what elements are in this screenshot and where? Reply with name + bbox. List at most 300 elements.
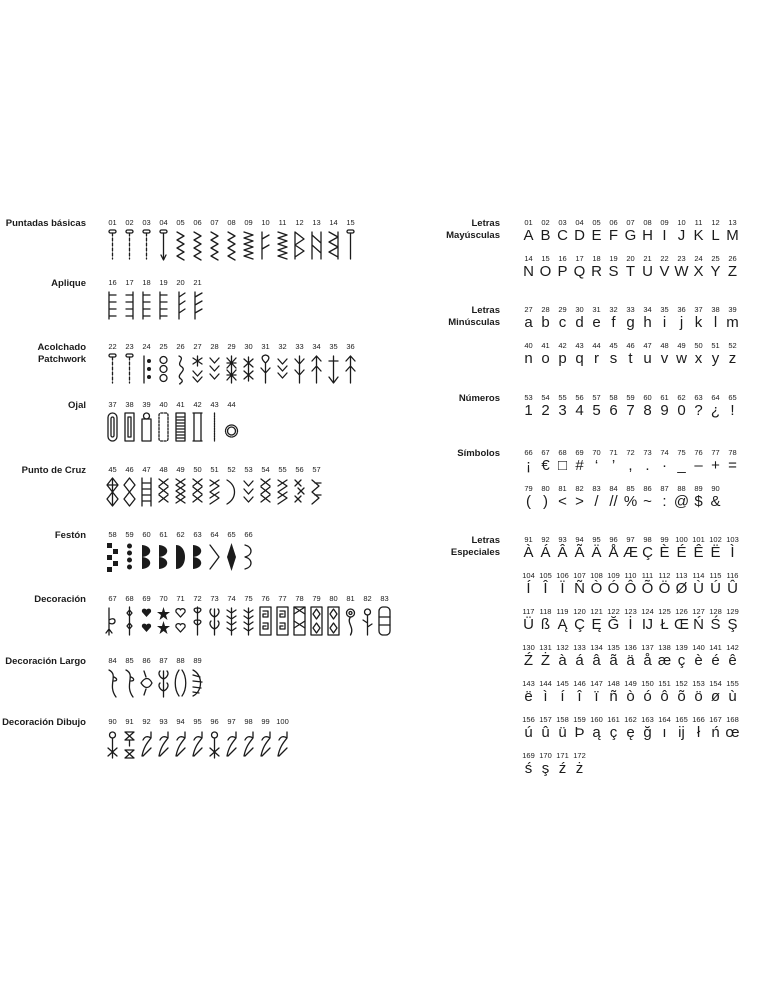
stitch-group-label: Festón <box>54 530 86 541</box>
curve-icon <box>223 476 240 508</box>
char-glyph: Î <box>543 580 548 597</box>
char-number: 123 <box>624 607 637 616</box>
char-glyph: 8 <box>643 402 652 419</box>
char-number: 159 <box>573 715 586 724</box>
flower-spiral-icon <box>342 605 359 637</box>
char-glyph: à <box>558 652 567 669</box>
char-number: 53 <box>524 393 533 402</box>
stitch-number: 89 <box>193 656 202 665</box>
char-number: 128 <box>709 607 722 616</box>
char-number: 15 <box>541 254 550 263</box>
zigzag-icon <box>223 229 240 261</box>
stitch-number: 21 <box>193 278 202 287</box>
char-glyph: R <box>591 263 602 280</box>
char-number: 101 <box>692 535 705 544</box>
char-glyph: o <box>541 350 550 367</box>
bird-motif-icon <box>223 728 240 760</box>
char-glyph: S <box>608 263 619 280</box>
char-glyph: í <box>560 688 565 705</box>
char-glyph: è <box>694 652 703 669</box>
arrows-icon <box>274 353 291 385</box>
char-glyph: Œ <box>674 616 689 633</box>
char-glyph: ì <box>543 688 548 705</box>
stitch-number: 12 <box>295 218 304 227</box>
char-number: 116 <box>726 571 739 580</box>
char-glyph: h <box>643 314 652 331</box>
char-number: 58 <box>609 393 618 402</box>
char-glyph: g <box>626 314 635 331</box>
buttonhole-stretch-icon <box>155 411 172 443</box>
char-number: 55 <box>558 393 567 402</box>
char-number: 160 <box>590 715 603 724</box>
char-glyph: V <box>659 263 670 280</box>
char-number: 09 <box>660 218 669 227</box>
angle-icon <box>206 541 223 573</box>
char-number: 39 <box>728 305 737 314</box>
buttonhole-bar-icon <box>189 411 206 443</box>
stitch-number: 62 <box>176 530 185 539</box>
char-number: 132 <box>556 643 569 652</box>
stitch-number: 85 <box>125 656 134 665</box>
char-glyph: a <box>524 314 533 331</box>
char-number: 145 <box>556 679 569 688</box>
stitch-number: 87 <box>159 656 168 665</box>
char-glyph: w <box>676 350 687 367</box>
char-number: 171 <box>556 751 569 760</box>
stitch-number: 16 <box>108 278 117 287</box>
char-number: 136 <box>624 643 637 652</box>
char-glyph: Á <box>540 544 551 561</box>
char-number: 133 <box>573 643 586 652</box>
char-glyph: % <box>623 493 638 510</box>
char-glyph: ¿ <box>710 402 721 419</box>
char-number: 01 <box>524 218 533 227</box>
char-number: 70 <box>592 448 601 457</box>
straight-dots-icon <box>104 353 121 385</box>
char-number: 29 <box>558 305 567 314</box>
diamond-band-icon <box>325 605 342 637</box>
char-number: 57 <box>592 393 601 402</box>
stitch-number: 20 <box>176 278 185 287</box>
char-glyph: G <box>624 227 637 244</box>
char-glyph: X <box>693 263 704 280</box>
char-glyph: O <box>539 263 552 280</box>
stitch-number: 95 <box>193 717 202 726</box>
char-number: 30 <box>575 305 584 314</box>
char-glyph: & <box>710 493 721 510</box>
char-glyph: å <box>643 652 652 669</box>
overlock-wide-icon <box>325 229 342 261</box>
char-number: 108 <box>590 571 603 580</box>
char-number: 125 <box>658 607 671 616</box>
leaf-icon <box>257 353 274 385</box>
bird-motif-icon <box>257 728 274 760</box>
char-number: 103 <box>726 535 739 544</box>
char-glyph: õ <box>677 688 686 705</box>
char-glyph: È <box>659 544 670 561</box>
stitch-number: 08 <box>227 218 236 227</box>
char-number: 67 <box>541 448 550 457</box>
char-number: 62 <box>677 393 686 402</box>
char-glyph: 7 <box>626 402 635 419</box>
char-number: 60 <box>643 393 652 402</box>
char-number: 143 <box>522 679 535 688</box>
char-number: 121 <box>590 607 603 616</box>
stitch-group-label: Decoración Largo <box>5 656 86 667</box>
char-glyph: k <box>694 314 703 331</box>
char-glyph: ç <box>677 652 686 669</box>
cross-small-icon <box>291 476 308 508</box>
char-glyph: Ñ <box>574 580 585 597</box>
scallop-solid-icon <box>189 541 206 573</box>
char-glyph: B <box>540 227 551 244</box>
char-number: 28 <box>541 305 550 314</box>
stitch-number: 74 <box>227 594 236 603</box>
scallop-solid-icon <box>155 541 172 573</box>
char-number: 46 <box>626 341 635 350</box>
char-glyph: l <box>713 314 718 331</box>
stitch-number: 53 <box>244 465 253 474</box>
stitch-number: 82 <box>363 594 372 603</box>
stitch-number: 83 <box>380 594 389 603</box>
star-chevron-icon <box>189 353 206 385</box>
char-number: 78 <box>728 448 737 457</box>
stitch-number: 70 <box>159 594 168 603</box>
char-glyph: é <box>711 652 720 669</box>
stitch-number: 58 <box>108 530 117 539</box>
char-glyph: 0 <box>677 402 686 419</box>
stitch-number: 39 <box>142 400 151 409</box>
stitch-number: 19 <box>159 278 168 287</box>
char-glyph: b <box>541 314 550 331</box>
char-glyph: ż <box>575 760 584 777</box>
char-glyph: c <box>558 314 567 331</box>
greek-key-icon <box>274 605 291 637</box>
stitch-number: 09 <box>244 218 253 227</box>
chevron-icon <box>240 476 257 508</box>
char-glyph: $ <box>694 493 703 510</box>
stitch-number: 03 <box>142 218 151 227</box>
stitch-number: 71 <box>176 594 185 603</box>
char-glyph: Ń <box>693 616 704 633</box>
half-circle-icon <box>172 541 189 573</box>
stitch-group-label: Decoración Dibujo <box>2 717 86 728</box>
char-number: 24 <box>694 254 703 263</box>
char-glyph: v <box>660 350 669 367</box>
char-glyph: Ì <box>730 544 735 561</box>
char-glyph: q <box>575 350 584 367</box>
char-number: 150 <box>641 679 654 688</box>
char-number: 157 <box>539 715 552 724</box>
blanket-r-icon <box>121 289 138 321</box>
stitch-number: 38 <box>125 400 134 409</box>
char-number: 105 <box>539 571 552 580</box>
stitch-number: 13 <box>312 218 321 227</box>
stitch-number: 69 <box>142 594 151 603</box>
stitch-number: 52 <box>227 465 236 474</box>
stitch-number: 67 <box>108 594 117 603</box>
char-number: 10 <box>677 218 686 227</box>
char-number: 164 <box>658 715 671 724</box>
stitch-number: 88 <box>176 656 185 665</box>
char-glyph: ( <box>526 493 531 510</box>
stipple-icon <box>172 353 189 385</box>
stars-icon <box>155 605 172 637</box>
char-glyph: · <box>662 457 667 474</box>
char-glyph: Þ <box>574 724 585 741</box>
stitch-number: 77 <box>278 594 287 603</box>
stitch-number: 80 <box>329 594 338 603</box>
stitch-number: 54 <box>261 465 270 474</box>
char-glyph: T <box>625 263 636 280</box>
char-glyph: Â <box>557 544 568 561</box>
buttonhole-round-icon <box>104 411 121 443</box>
char-glyph: ä <box>626 652 635 669</box>
char-number: 124 <box>641 607 654 616</box>
stitch-number: 94 <box>176 717 185 726</box>
char-number: 172 <box>573 751 586 760</box>
stitch-number: 84 <box>108 656 117 665</box>
cross-stitch-icon <box>257 476 274 508</box>
char-glyph: Å <box>608 544 619 561</box>
char-glyph: y <box>711 350 720 367</box>
straight-center-icon <box>104 229 121 261</box>
stitch-number: 86 <box>142 656 151 665</box>
char-number: 120 <box>573 607 586 616</box>
loop-arrow-icon <box>104 605 121 637</box>
hearts-outline-icon <box>172 605 189 637</box>
char-number: 141 <box>709 643 722 652</box>
char-glyph: ! <box>730 402 735 419</box>
char-number: 156 <box>522 715 535 724</box>
char-glyph: // <box>609 493 618 510</box>
char-glyph: u <box>643 350 652 367</box>
char-glyph: Ã <box>574 544 585 561</box>
char-glyph: A <box>523 227 534 244</box>
char-glyph: ¡ <box>526 457 531 474</box>
char-glyph: Ź <box>523 652 534 669</box>
char-glyph: Ê <box>693 544 704 561</box>
wheat-icon <box>240 605 257 637</box>
char-group-label: Números <box>458 393 500 404</box>
leaves-bar-icon <box>189 605 206 637</box>
stitch-number: 05 <box>176 218 185 227</box>
char-glyph: ß <box>540 616 551 633</box>
diamond-solid-icon <box>223 541 240 573</box>
char-glyph: ’ <box>611 457 616 474</box>
stitch-number: 98 <box>244 717 253 726</box>
char-glyph: x <box>694 350 703 367</box>
char-number: 148 <box>607 679 620 688</box>
bird-motif-icon <box>240 728 257 760</box>
char-number: 79 <box>524 484 533 493</box>
char-number: 165 <box>675 715 688 724</box>
stitch-number: 90 <box>108 717 117 726</box>
hearts-icon <box>138 605 155 637</box>
rounded-band-icon <box>376 605 393 637</box>
char-glyph: 9 <box>660 402 669 419</box>
char-number: 26 <box>728 254 737 263</box>
stitch-number: 18 <box>142 278 151 287</box>
wave-leaf-icon <box>104 667 121 699</box>
char-glyph: ï <box>594 688 599 705</box>
char-number: 112 <box>658 571 671 580</box>
char-number: 147 <box>590 679 603 688</box>
bird-motif-icon <box>189 728 206 760</box>
stitch-number: 93 <box>159 717 168 726</box>
stitch-number: 76 <box>261 594 270 603</box>
char-number: 72 <box>626 448 635 457</box>
char-glyph: Æ <box>623 544 638 561</box>
char-glyph: Í <box>526 580 531 597</box>
scallop-outline-icon <box>240 541 257 573</box>
stitch-number: 14 <box>329 218 338 227</box>
greek-key-icon <box>257 605 274 637</box>
diamonds-bar-icon <box>121 605 138 637</box>
char-glyph: ú <box>524 724 533 741</box>
straight-m-icon <box>121 229 138 261</box>
bracket-pair-icon <box>172 667 189 699</box>
char-number: 17 <box>575 254 584 263</box>
char-glyph: 3 <box>558 402 567 419</box>
char-number: 97 <box>626 535 635 544</box>
char-glyph: □ <box>557 457 568 474</box>
char-number: 127 <box>692 607 705 616</box>
char-glyph: ã <box>609 652 618 669</box>
char-number: 63 <box>694 393 703 402</box>
cross-stitch-icon <box>189 476 206 508</box>
stitch-number: 99 <box>261 717 270 726</box>
char-number: 144 <box>539 679 552 688</box>
char-number: 86 <box>643 484 652 493</box>
char-glyph: D <box>574 227 585 244</box>
zigzag-m-icon <box>206 229 223 261</box>
zigzag-wide-icon <box>274 229 291 261</box>
char-number: 13 <box>728 218 737 227</box>
char-number: 04 <box>575 218 584 227</box>
buttonhole-square-icon <box>121 411 138 443</box>
char-glyph: ź <box>558 760 567 777</box>
scallop-solid-icon <box>138 541 155 573</box>
char-number: 102 <box>709 535 722 544</box>
char-number: 05 <box>592 218 601 227</box>
leaf-pair-icon <box>155 667 172 699</box>
char-number: 115 <box>709 571 722 580</box>
char-number: 45 <box>609 341 618 350</box>
char-number: 84 <box>609 484 618 493</box>
char-glyph: Ä <box>591 544 602 561</box>
char-glyph: Ù <box>693 580 704 597</box>
stitch-number: 10 <box>261 218 270 227</box>
stitch-number: 75 <box>244 594 253 603</box>
char-number: 44 <box>592 341 601 350</box>
feather-icon <box>172 289 189 321</box>
zigzag-l-icon <box>172 229 189 261</box>
char-number: 95 <box>592 535 601 544</box>
char-number: 153 <box>692 679 705 688</box>
char-number: 37 <box>694 305 703 314</box>
overlock-icon <box>291 229 308 261</box>
stitch-number: 04 <box>159 218 168 227</box>
char-number: 81 <box>558 484 567 493</box>
overlock-double-icon <box>308 229 325 261</box>
char-glyph: @ <box>673 493 690 510</box>
stitch-number: 57 <box>312 465 321 474</box>
stitch-number: 34 <box>312 342 321 351</box>
stitch-number: 15 <box>346 218 355 227</box>
bird-motif-icon <box>274 728 291 760</box>
stitch-number: 56 <box>295 465 304 474</box>
stitch-number: 35 <box>329 342 338 351</box>
char-glyph: J <box>677 227 686 244</box>
char-glyph: İ <box>628 616 633 633</box>
char-number: 107 <box>573 571 586 580</box>
char-number: 02 <box>541 218 550 227</box>
char-number: 137 <box>641 643 654 652</box>
char-number: 51 <box>711 341 720 350</box>
stitch-number: 81 <box>346 594 355 603</box>
char-number: 07 <box>626 218 635 227</box>
char-glyph: # <box>575 457 584 474</box>
char-glyph: M <box>726 227 739 244</box>
char-number: 162 <box>624 715 637 724</box>
char-glyph: Ç <box>642 544 653 561</box>
bird-icon <box>138 667 155 699</box>
char-number: 41 <box>541 341 550 350</box>
stitch-number: 48 <box>159 465 168 474</box>
char-number: 75 <box>677 448 686 457</box>
dots-column-icon <box>121 541 138 573</box>
char-number: 135 <box>607 643 620 652</box>
char-glyph: Ğ <box>607 616 620 633</box>
stitch-number: 06 <box>193 218 202 227</box>
char-number: 14 <box>524 254 533 263</box>
stitch-number: 63 <box>193 530 202 539</box>
leaf-pair-icon <box>206 605 223 637</box>
char-glyph: Ĳ <box>641 616 654 633</box>
char-glyph: û <box>541 724 550 741</box>
straight-bar-icon <box>342 229 359 261</box>
char-number: 20 <box>626 254 635 263</box>
char-number: 90 <box>711 484 720 493</box>
char-glyph: Q <box>573 263 586 280</box>
char-glyph: r <box>594 350 599 367</box>
char-number: 74 <box>660 448 669 457</box>
bird-motif-icon <box>138 728 155 760</box>
char-number: 73 <box>643 448 652 457</box>
arrow-bar-icon <box>308 353 325 385</box>
blanket-icon <box>155 289 172 321</box>
char-number: 54 <box>541 393 550 402</box>
checker-icon <box>104 541 121 573</box>
char-number: 113 <box>675 571 688 580</box>
char-glyph: 5 <box>592 402 601 419</box>
char-glyph: Ü <box>523 616 534 633</box>
char-number: 93 <box>558 535 567 544</box>
arrow-cross-icon <box>308 476 325 508</box>
stitch-number: 26 <box>176 342 185 351</box>
char-glyph: Õ <box>641 580 654 597</box>
char-number: 61 <box>660 393 669 402</box>
char-glyph: Ą <box>557 616 568 633</box>
char-glyph: ń <box>711 724 720 741</box>
stitch-number: 50 <box>193 465 202 474</box>
char-glyph: > <box>575 493 584 510</box>
zigzag-triple-icon <box>240 229 257 261</box>
char-number: 94 <box>575 535 584 544</box>
char-glyph: Z <box>727 263 738 280</box>
wave-leaf-icon <box>121 667 138 699</box>
